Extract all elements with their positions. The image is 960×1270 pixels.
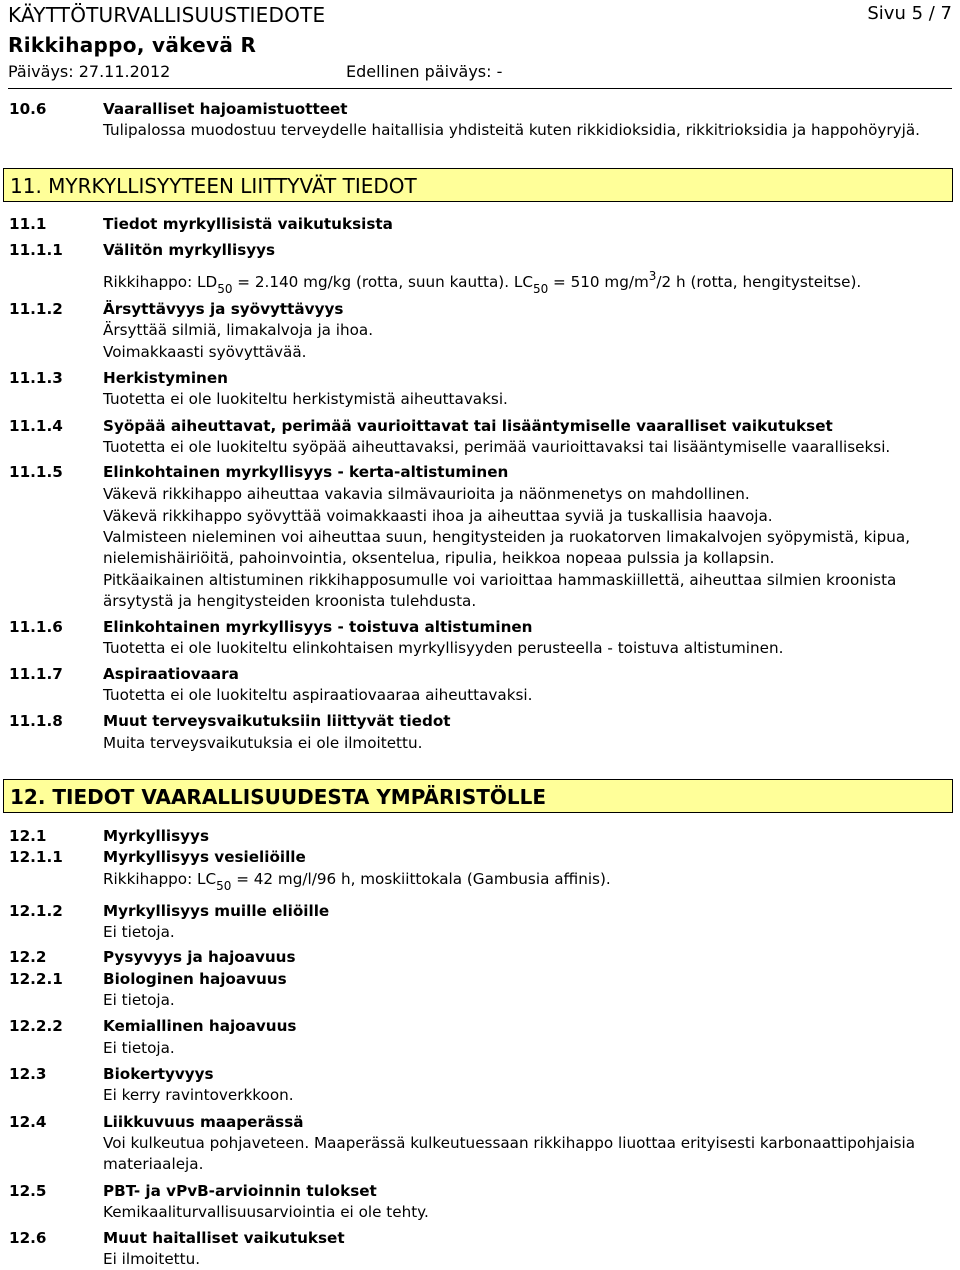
acute-toxicity-text [103, 266, 956, 300]
superscript: 3 [648, 269, 657, 283]
section-number: 11.1.6 [9, 618, 63, 636]
page-header [8, 0, 952, 92]
section-title: Tiedot myrkyllisistä vaikutuksista [103, 215, 393, 233]
section-number: 12.4 [9, 1113, 47, 1131]
section-title: Myrkyllisyys vesieliöille [103, 848, 306, 866]
section-text: Tuotetta ei ole luokiteltu herkistymistä aiheuttavaksi. [103, 390, 508, 408]
section-number: 11.1.5 [9, 463, 63, 481]
section-text: Väkevä rikkihappo syövyttää voimakkaasti ihoa ja aiheuttaa syviä ja tuskallisia haavoja. [103, 507, 773, 525]
subscript: 50 [216, 879, 232, 893]
section-text: Tuotetta ei ole luokiteltu aspiraatiovaaraa aiheuttavaksi. [103, 686, 533, 704]
section-number: 12.1.1 [9, 848, 63, 866]
section-title: Elinkohtainen myrkyllisyys - kerta-altistuminen [103, 463, 509, 481]
section-text: Pitkäaikainen altistuminen rikkihapposumulle voi varioittaa hammaskiillettä, aiheuttaa silmien kroonista ärsytystä ja hengitysteiden kroonista tulehdusta. [103, 571, 897, 610]
section-title: Muut terveysvaikutuksiin liittyvät tiedot [103, 712, 451, 730]
previous-date: Edellinen päiväys: - [346, 62, 503, 81]
section-text: Ei tietoja. [103, 1039, 175, 1057]
section-title: Myrkyllisyys muille eliöille [103, 902, 330, 920]
product-name: Rikkihappo, väkevä R [8, 33, 257, 57]
section-title: Ärsyttävyys ja syövyttävyys [103, 300, 344, 318]
section-text: Tuotetta ei ole luokiteltu syöpää aiheuttavaksi, perimää vaurioittavaksi tai lisääntymiselle vaaralliseksi. [103, 438, 891, 456]
section-title: PBT- ja vPvB-arvioinnin tulokset [103, 1182, 377, 1200]
section-title: Myrkyllisyys [103, 827, 210, 845]
section-11-heading [3, 168, 953, 202]
section-number: 11.1.7 [9, 665, 63, 683]
section-title: Pysyvyys ja hajoavuus [103, 948, 296, 966]
section-text: Ärsyttää silmiä, limakalvoja ja ihoa. [103, 321, 374, 339]
document-title: KÄYTTÖTURVALLISUUSTIEDOTE [8, 3, 326, 27]
section-text: Ei tietoja. [103, 991, 175, 1009]
section-text: Voi kulkeutua pohjaveteen. Maaperässä kulkeutuessaan rikkihappo liuottaa erityisesti karbonaattipohjaisia materiaaleja. [103, 1134, 916, 1173]
section-number: 12.1.2 [9, 902, 63, 920]
section-title: Välitön myrkyllisyys [103, 241, 276, 259]
section-number: 12.3 [9, 1065, 47, 1083]
header-divider [8, 88, 952, 89]
text-part: = 2.140 mg/kg (rotta, suun kautta). LC [232, 273, 533, 291]
section-number: 11.1.1 [9, 241, 63, 259]
subscript: 50 [217, 282, 233, 296]
section-text: Väkevä rikkihappo aiheuttaa vakavia silmävaurioita ja näönmenetys on mahdollinen. [103, 485, 750, 503]
section-number: 12.6 [9, 1229, 47, 1247]
section-text: Kemikaaliturvallisuusarviointia ei ole tehty. [103, 1203, 429, 1221]
section-title: Herkistyminen [103, 369, 228, 387]
issue-date: Päiväys: 27.11.2012 [8, 62, 171, 81]
section-number: 11.1.4 [9, 417, 63, 435]
section-title: Biologinen hajoavuus [103, 970, 287, 988]
section-title: Aspiraatiovaara [103, 665, 239, 683]
section-number: 11.1.2 [9, 300, 63, 318]
text-part: = 510 mg/m [548, 273, 649, 291]
section-number: 12.2.2 [9, 1017, 63, 1035]
section-title: Biokertyvyys [103, 1065, 214, 1083]
section-number: 12.2 [9, 948, 47, 966]
section-title: Liikkuvuus maaperässä [103, 1113, 304, 1131]
section-number: 11.1 [9, 215, 47, 233]
section-text: Voimakkaasti syövyttävää. [103, 343, 307, 361]
aquatic-toxicity-text [103, 869, 956, 897]
section-text: Ei ilmoitettu. [103, 1250, 201, 1268]
section-number: 11.1.8 [9, 712, 63, 730]
section-title: Vaaralliset hajoamistuotteet [103, 100, 348, 118]
section-text: Muita terveysvaikutuksia ei ole ilmoitettu. [103, 734, 423, 752]
section-number: 11.1.3 [9, 369, 63, 387]
section-text: Tulipalossa muodostuu terveydelle haitallisia yhdisteitä kuten rikkidioksidia, rikkitrioksidia ja happohöyryjä. [103, 121, 920, 139]
section-text: Tuotetta ei ole luokiteltu elinkohtaisen myrkyllisyyden perusteella - toistuva altistuminen. [103, 639, 784, 657]
section-number: 12.1 [9, 827, 47, 845]
section-title: Elinkohtainen myrkyllisyys - toistuva altistuminen [103, 618, 533, 636]
text-part: /2 h (rotta, hengitysteitse). [656, 273, 862, 291]
section-text: Ei kerry ravintoverkkoon. [103, 1086, 294, 1104]
text-part: = 42 mg/l/96 h, moskiittokala (Gambusia affinis). [231, 870, 611, 888]
section-heading-text: 11. MYRKYLLISYYTEEN LIITTYVÄT TIEDOT [10, 174, 417, 198]
section-12-heading [3, 779, 953, 813]
section-number: 10.6 [9, 100, 47, 118]
section-number: 12.2.1 [9, 970, 63, 988]
section-title: Syöpää aiheuttavat, perimää vaurioittavat tai lisääntymiselle vaaralliset vaikutukset [103, 417, 833, 435]
section-number: 12.5 [9, 1182, 47, 1200]
section-text: Ei tietoja. [103, 923, 175, 941]
section-heading-text: 12. TIEDOT VAARALLISUUDESTA YMPÄRISTÖLLE [10, 785, 547, 809]
page-number: Sivu 5 / 7 [867, 3, 952, 24]
section-text: Valmisteen nieleminen voi aiheuttaa suun, hengitysteiden ja ruokatorven limakalvojen syöpymistä, kipua, nielemishäiriöitä, pahoinvointia, oksentelua, ripulia, heikkoa nopeaa pulssia ja kollapsin. [103, 528, 911, 567]
text-part: Rikkihappo: LC [103, 870, 217, 888]
section-title: Kemiallinen hajoavuus [103, 1017, 297, 1035]
section-title: Muut haitalliset vaikutukset [103, 1229, 345, 1247]
subscript: 50 [532, 282, 549, 296]
text-part: Rikkihappo: LD [103, 273, 218, 291]
